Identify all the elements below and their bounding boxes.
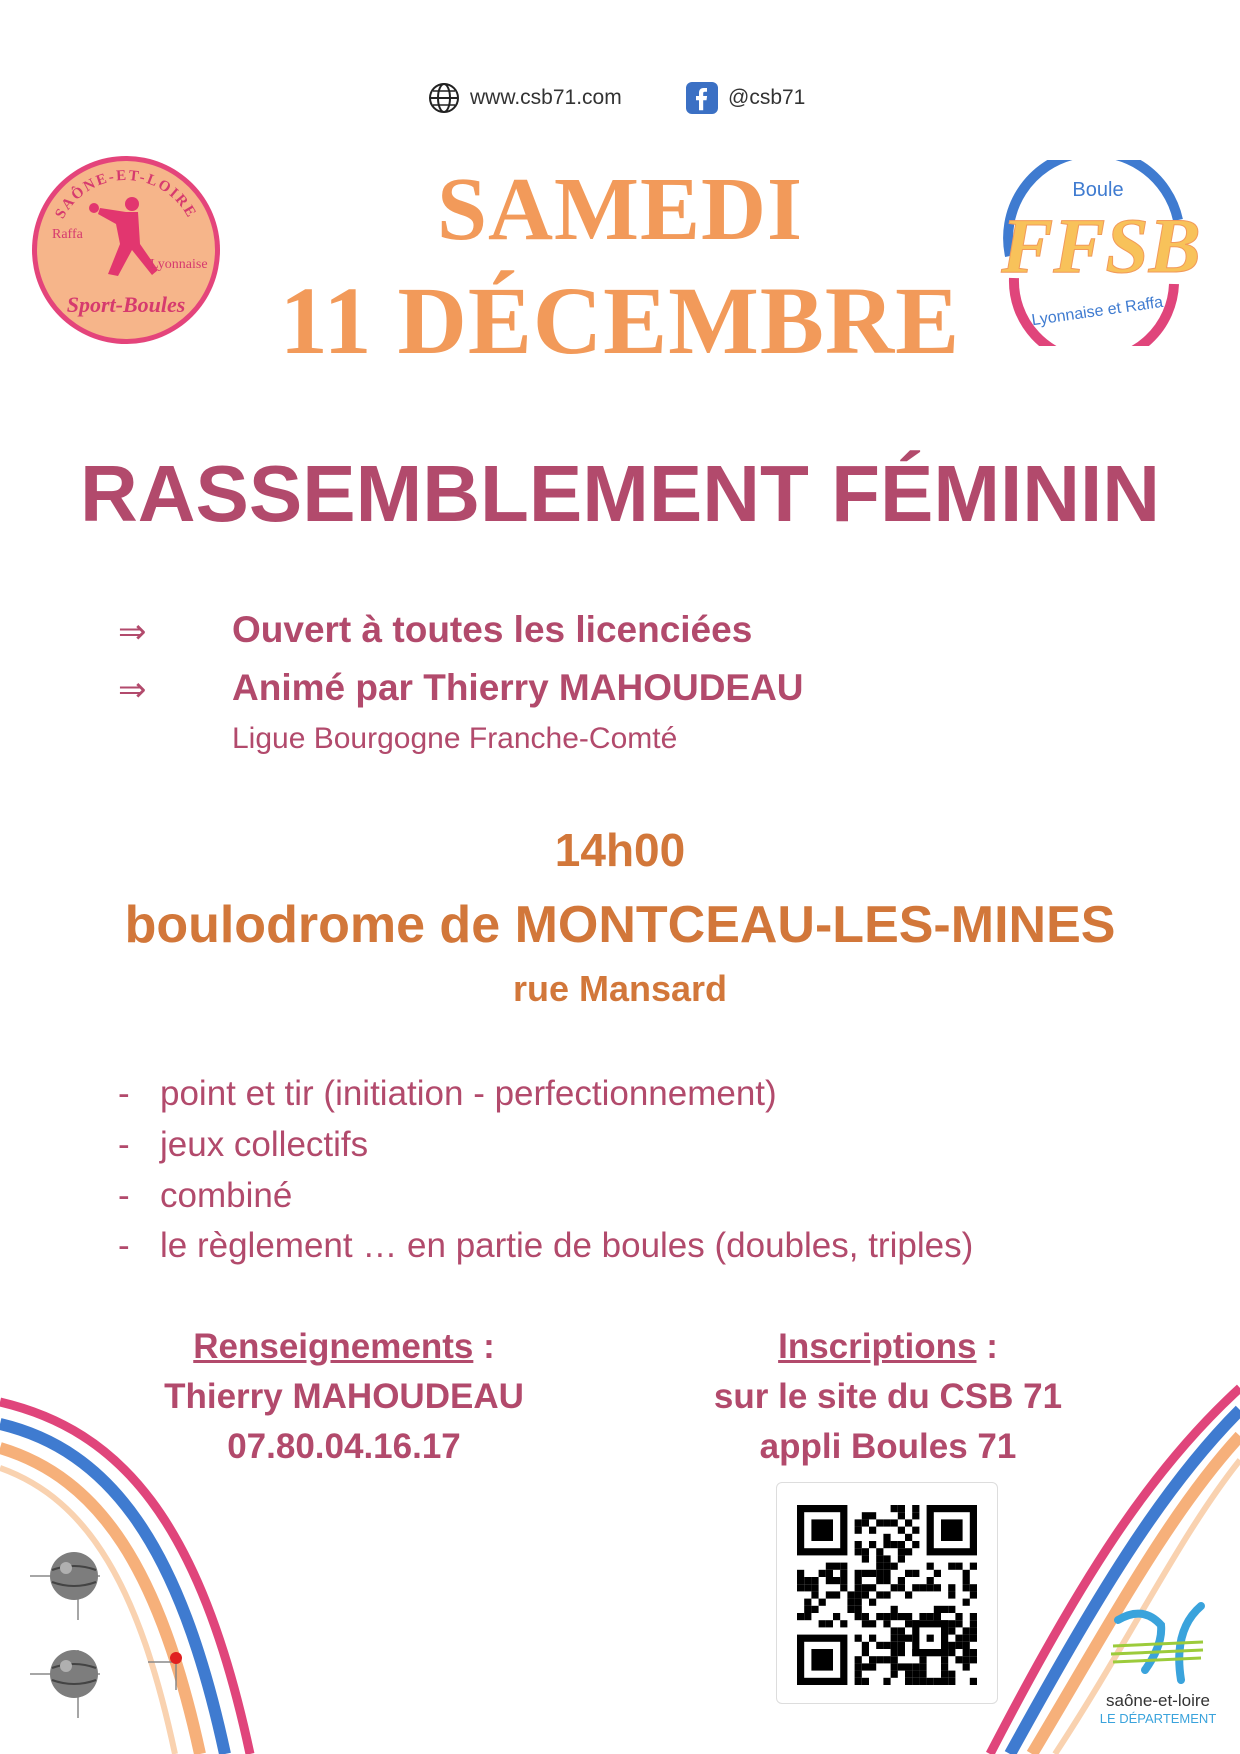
svg-text:FFSB: FFSB [1001,202,1201,289]
svg-text:Lyonnaise: Lyonnaise [150,257,208,272]
arrow-icon: ⇒ [118,670,147,710]
registration-block [638,1322,1138,1472]
activity-text: point et tir (initiation - perfectionnement) [160,1074,777,1113]
facebook-text: @csb71 [728,86,806,109]
saone-et-loire-departement-logo [1088,1600,1228,1726]
svg-text:Sport-Boules: Sport-Boules [66,292,186,317]
globe-icon [428,82,460,114]
arrow-icon: ⇒ [118,612,147,652]
info-block [94,1322,594,1472]
website-text: www.csb71.com [470,86,622,109]
list-item [118,1074,777,1114]
registration-app: appli Boules 71 [759,1427,1017,1466]
departement-label: LE DÉPARTEMENT [1099,1711,1217,1726]
bullet-dash: - [118,1074,130,1113]
bullet-dash: - [118,1176,130,1215]
facebook-link[interactable] [686,80,805,116]
svg-text:Raffa: Raffa [52,227,83,242]
event-time: 14h00 [554,824,686,876]
list-item [118,1125,368,1165]
registration-site: sur le site du CSB 71 [713,1377,1063,1416]
activity-text: jeux collectifs [160,1125,369,1164]
petanque-balls-decoration [30,1540,210,1720]
league-name: Ligue Bourgogne Franche-Comté [232,722,678,755]
event-venue: boulodrome de MONTCEAU-LES-MINES [124,896,1116,954]
feature-host: Animé par Thierry MAHOUDEAU [232,667,804,708]
svg-text:Lyonnaise et Raffa: Lyonnaise et Raffa [1030,293,1165,330]
info-phone[interactable]: 07.80.04.16.17 [227,1427,461,1466]
registration-heading: Inscriptions [778,1327,977,1366]
departement-name: saône-et-loire [1106,1691,1210,1710]
event-street: rue Mansard [512,968,728,1009]
info-heading: Renseignements [193,1327,474,1366]
activity-text: combiné [160,1176,293,1215]
date-day: SAMEDI [436,160,804,259]
info-colon: : [473,1327,495,1366]
departement-emblem-icon [1103,1600,1213,1690]
page-title: RASSEMBLEMENT FÉMININ [80,449,1160,538]
facebook-icon [686,82,718,114]
list-item [118,1226,973,1266]
date-month: 11 DÉCEMBRE [279,267,961,374]
qr-code[interactable] [797,1505,977,1685]
registration-colon: : [976,1327,998,1366]
qr-code-frame [776,1482,998,1704]
feature-open: Ouvert à toutes les licenciées [232,609,753,650]
website-link[interactable] [428,80,622,116]
info-contact-name: Thierry MAHOUDEAU [164,1377,524,1416]
list-item [118,1176,292,1216]
activity-text: le règlement … en partie de boules (doubles, triples) [160,1226,974,1265]
bullet-dash: - [118,1226,130,1265]
svg-text:SAÔNE-ET-LOIRE: SAÔNE-ET-LOIRE [52,167,200,222]
svg-text:Boule: Boule [1072,179,1124,201]
bullet-dash: - [118,1125,130,1164]
